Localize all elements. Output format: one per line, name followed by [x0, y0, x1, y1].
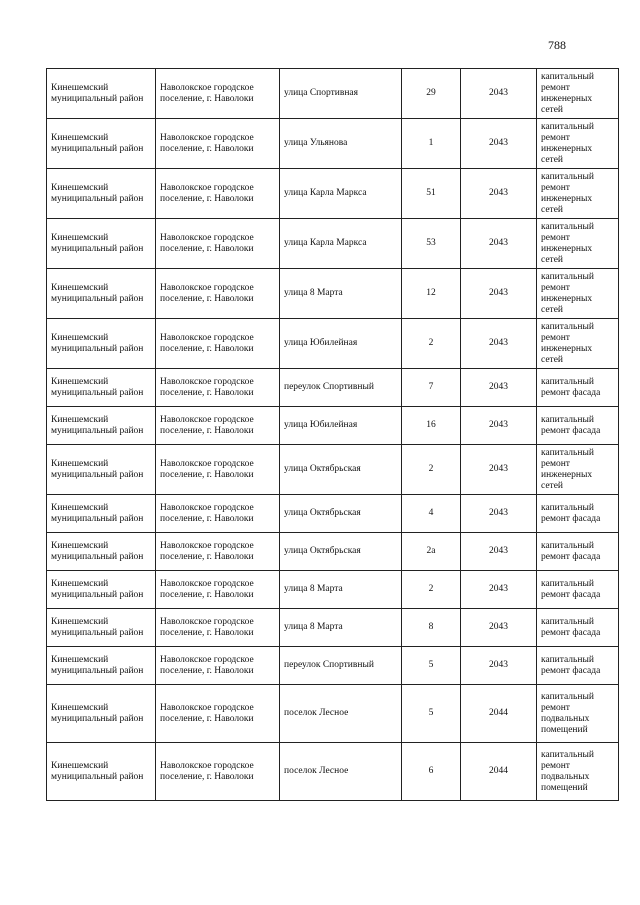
table-row: [47, 269, 619, 319]
settlement-cell: Наволокское городское поселение, г. Наволоки: [156, 369, 280, 407]
district-cell: Кинешемский муниципальный район: [47, 119, 156, 169]
district-cell: Кинешемский муниципальный район: [47, 609, 156, 647]
house-number-cell: 12: [402, 269, 461, 319]
table-row: [47, 647, 619, 685]
year-cell: 2043: [461, 647, 537, 685]
street-cell: поселок Лесное: [280, 685, 402, 743]
work-type-cell: капитальный ремонт инженерных сетей: [537, 319, 619, 369]
table-row: [47, 369, 619, 407]
house-number-cell: 16: [402, 407, 461, 445]
house-number-cell: 2: [402, 445, 461, 495]
street-cell: улица Октябрьская: [280, 495, 402, 533]
year-cell: 2044: [461, 685, 537, 743]
settlement-cell: Наволокское городское поселение, г. Наволоки: [156, 407, 280, 445]
table-row: [47, 445, 619, 495]
house-number-cell: 5: [402, 647, 461, 685]
district-cell: Кинешемский муниципальный район: [47, 169, 156, 219]
housing-repair-table: [46, 68, 619, 801]
year-cell: 2043: [461, 219, 537, 269]
year-cell: 2043: [461, 69, 537, 119]
street-cell: улица Карла Маркса: [280, 219, 402, 269]
district-cell: Кинешемский муниципальный район: [47, 269, 156, 319]
work-type-cell: капитальный ремонт инженерных сетей: [537, 269, 619, 319]
year-cell: 2043: [461, 495, 537, 533]
year-cell: 2043: [461, 369, 537, 407]
district-cell: Кинешемский муниципальный район: [47, 685, 156, 743]
street-cell: улица Октябрьская: [280, 533, 402, 571]
table-row: [47, 533, 619, 571]
year-cell: 2043: [461, 533, 537, 571]
district-cell: Кинешемский муниципальный район: [47, 743, 156, 801]
year-cell: 2043: [461, 609, 537, 647]
settlement-cell: Наволокское городское поселение, г. Наволоки: [156, 269, 280, 319]
table-row: [47, 119, 619, 169]
house-number-cell: 53: [402, 219, 461, 269]
house-number-cell: 6: [402, 743, 461, 801]
settlement-cell: Наволокское городское поселение, г. Наволоки: [156, 685, 280, 743]
district-cell: Кинешемский муниципальный район: [47, 69, 156, 119]
street-cell: улица Спортивная: [280, 69, 402, 119]
work-type-cell: капитальный ремонт подвальных помещений: [537, 743, 619, 801]
work-type-cell: капитальный ремонт фасада: [537, 495, 619, 533]
work-type-cell: капитальный ремонт подвальных помещений: [537, 685, 619, 743]
table-row: [47, 407, 619, 445]
street-cell: улица Карла Маркса: [280, 169, 402, 219]
street-cell: улица Ульянова: [280, 119, 402, 169]
house-number-cell: 4: [402, 495, 461, 533]
table-body: [47, 69, 619, 801]
street-cell: улица 8 Марта: [280, 571, 402, 609]
settlement-cell: Наволокское городское поселение, г. Наволоки: [156, 571, 280, 609]
year-cell: 2044: [461, 743, 537, 801]
page-number: 788: [548, 38, 566, 52]
settlement-cell: Наволокское городское поселение, г. Наволоки: [156, 495, 280, 533]
year-cell: 2043: [461, 319, 537, 369]
house-number-cell: 7: [402, 369, 461, 407]
house-number-cell: 5: [402, 685, 461, 743]
table-row: [47, 169, 619, 219]
year-cell: 2043: [461, 119, 537, 169]
district-cell: Кинешемский муниципальный район: [47, 219, 156, 269]
year-cell: 2043: [461, 169, 537, 219]
work-type-cell: капитальный ремонт инженерных сетей: [537, 219, 619, 269]
street-cell: поселок Лесное: [280, 743, 402, 801]
house-number-cell: 8: [402, 609, 461, 647]
work-type-cell: капитальный ремонт фасада: [537, 609, 619, 647]
year-cell: 2043: [461, 407, 537, 445]
house-number-cell: 2: [402, 319, 461, 369]
street-cell: переулок Спортивный: [280, 647, 402, 685]
settlement-cell: Наволокское городское поселение, г. Наволоки: [156, 219, 280, 269]
year-cell: 2043: [461, 445, 537, 495]
table-row: [47, 219, 619, 269]
street-cell: улица Юбилейная: [280, 407, 402, 445]
work-type-cell: капитальный ремонт фасада: [537, 571, 619, 609]
settlement-cell: Наволокское городское поселение, г. Наволоки: [156, 169, 280, 219]
table-row: [47, 609, 619, 647]
table-row: [47, 571, 619, 609]
settlement-cell: Наволокское городское поселение, г. Наволоки: [156, 445, 280, 495]
work-type-cell: капитальный ремонт фасада: [537, 533, 619, 571]
house-number-cell: 1: [402, 119, 461, 169]
house-number-cell: 2: [402, 571, 461, 609]
street-cell: улица Юбилейная: [280, 319, 402, 369]
district-cell: Кинешемский муниципальный район: [47, 495, 156, 533]
work-type-cell: капитальный ремонт инженерных сетей: [537, 445, 619, 495]
district-cell: Кинешемский муниципальный район: [47, 319, 156, 369]
work-type-cell: капитальный ремонт фасада: [537, 369, 619, 407]
work-type-cell: капитальный ремонт инженерных сетей: [537, 119, 619, 169]
table-row: [47, 495, 619, 533]
district-cell: Кинешемский муниципальный район: [47, 647, 156, 685]
year-cell: 2043: [461, 571, 537, 609]
district-cell: Кинешемский муниципальный район: [47, 445, 156, 495]
settlement-cell: Наволокское городское поселение, г. Наволоки: [156, 533, 280, 571]
table-row: [47, 685, 619, 743]
street-cell: улица 8 Марта: [280, 269, 402, 319]
district-cell: Кинешемский муниципальный район: [47, 571, 156, 609]
settlement-cell: Наволокское городское поселение, г. Наволоки: [156, 743, 280, 801]
settlement-cell: Наволокское городское поселение, г. Наволоки: [156, 647, 280, 685]
settlement-cell: Наволокское городское поселение, г. Наволоки: [156, 609, 280, 647]
district-cell: Кинешемский муниципальный район: [47, 369, 156, 407]
district-cell: Кинешемский муниципальный район: [47, 533, 156, 571]
work-type-cell: капитальный ремонт инженерных сетей: [537, 169, 619, 219]
street-cell: улица 8 Марта: [280, 609, 402, 647]
table-row: [47, 319, 619, 369]
district-cell: Кинешемский муниципальный район: [47, 407, 156, 445]
work-type-cell: капитальный ремонт фасада: [537, 407, 619, 445]
settlement-cell: Наволокское городское поселение, г. Наволоки: [156, 319, 280, 369]
house-number-cell: 51: [402, 169, 461, 219]
house-number-cell: 2а: [402, 533, 461, 571]
work-type-cell: капитальный ремонт фасада: [537, 647, 619, 685]
table-row: [47, 743, 619, 801]
year-cell: 2043: [461, 269, 537, 319]
street-cell: улица Октябрьская: [280, 445, 402, 495]
work-type-cell: капитальный ремонт инженерных сетей: [537, 69, 619, 119]
settlement-cell: Наволокское городское поселение, г. Наволоки: [156, 119, 280, 169]
table-row: [47, 69, 619, 119]
house-number-cell: 29: [402, 69, 461, 119]
street-cell: переулок Спортивный: [280, 369, 402, 407]
settlement-cell: Наволокское городское поселение, г. Наволоки: [156, 69, 280, 119]
